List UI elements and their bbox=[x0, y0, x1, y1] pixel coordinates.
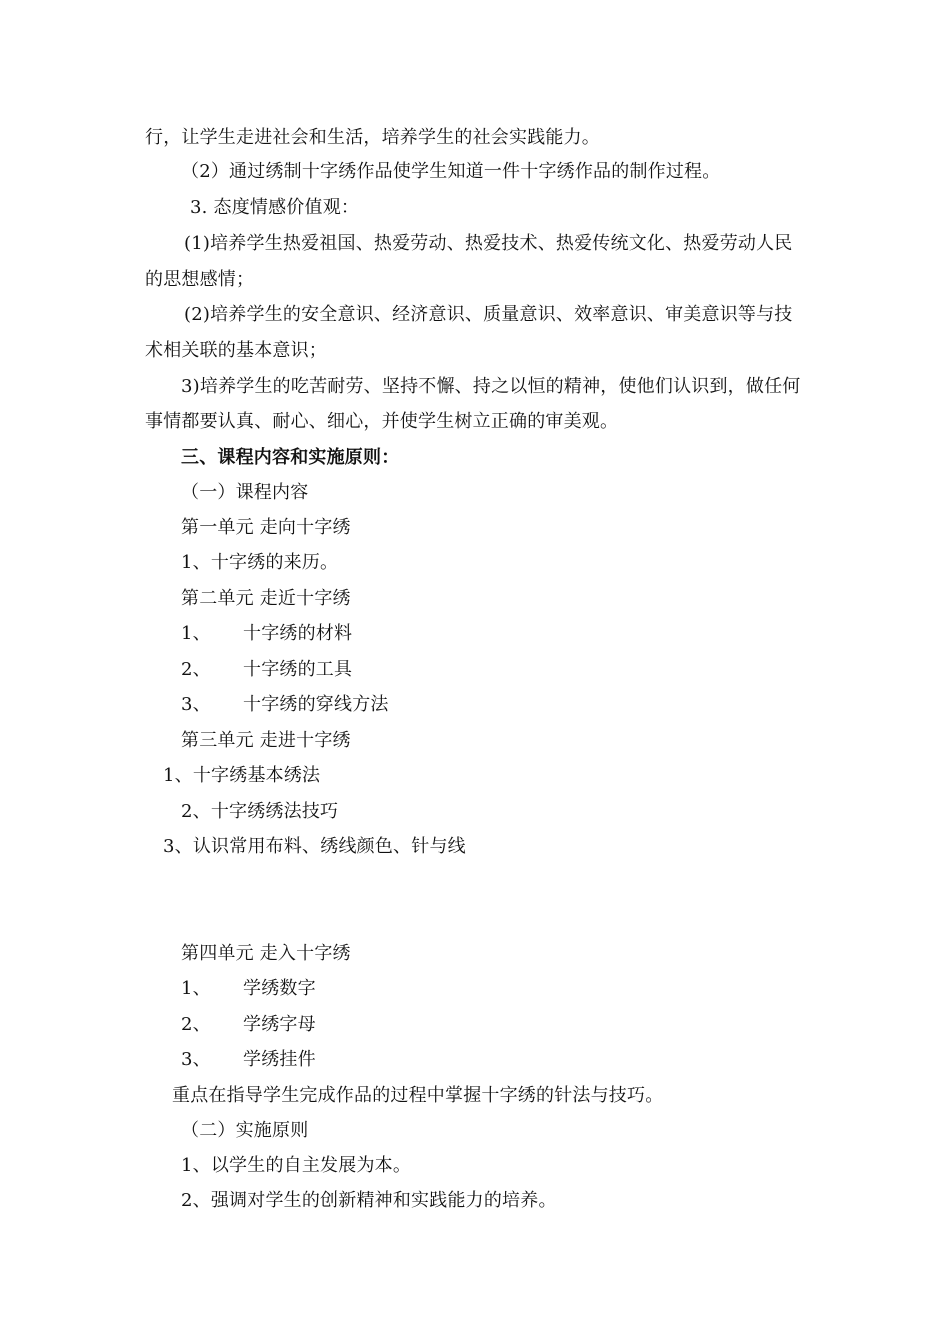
subsection-heading: （二）实施原则 bbox=[181, 1120, 309, 1141]
list-item bbox=[181, 1013, 316, 1037]
list-item bbox=[181, 977, 316, 1001]
paragraph-line: 的思想感情； bbox=[145, 269, 255, 290]
unit-heading: 第二单元 走近十字绣 bbox=[181, 588, 351, 609]
paragraph-line: 术相关联的基本意识； bbox=[145, 340, 327, 361]
list-number: 1、 bbox=[181, 978, 211, 999]
list-item bbox=[181, 1048, 316, 1072]
unit-heading: 第三单元 走进十字绣 bbox=[181, 730, 351, 751]
list-item: 1、十字绣的来历。 bbox=[181, 552, 339, 573]
paragraph-line: 事情都要认真、耐心、细心，并使学生树立正确的审美观。 bbox=[145, 411, 619, 432]
list-text: 十字绣的穿线方法 bbox=[243, 694, 389, 715]
list-number: 3、 bbox=[181, 1049, 211, 1070]
objective-item: (2)培养学生的安全意识、经济意识、质量意识、效率意识、审美意识等与技 bbox=[184, 304, 793, 325]
paragraph-line: 重点在指导学生完成作品的过程中掌握十字绣的针法与技巧。 bbox=[172, 1085, 664, 1106]
list-text: 学绣字母 bbox=[243, 1014, 316, 1035]
objective-item: （2）通过绣制十字绣作品使学生知道一件十字绣作品的制作过程。 bbox=[181, 161, 721, 182]
list-text: 学绣挂件 bbox=[243, 1049, 316, 1070]
list-item bbox=[181, 658, 352, 682]
objective-item: 3)培养学生的吃苦耐劳、坚持不懈、持之以恒的精神，使他们认识到，做任何 bbox=[181, 376, 801, 397]
paragraph-line: 行，让学生走进社会和生活，培养学生的社会实践能力。 bbox=[145, 127, 600, 148]
list-item: 2、十字绣绣法技巧 bbox=[181, 801, 339, 822]
list-number: 3、 bbox=[181, 694, 211, 715]
list-item: 2、强调对学生的创新精神和实践能力的培养。 bbox=[181, 1190, 557, 1211]
list-text: 十字绣的工具 bbox=[243, 659, 353, 680]
list-item bbox=[181, 622, 352, 646]
unit-heading: 第一单元 走向十字绣 bbox=[181, 517, 351, 538]
list-item bbox=[181, 693, 389, 717]
list-number: 1、 bbox=[181, 623, 211, 644]
list-number: 2、 bbox=[181, 659, 211, 680]
list-text: 十字绣的材料 bbox=[243, 623, 353, 644]
unit-heading: 第四单元 走入十字绣 bbox=[181, 943, 351, 964]
list-text: 学绣数字 bbox=[243, 978, 316, 999]
list-item: 1、以学生的自主发展为本。 bbox=[181, 1155, 412, 1176]
subsection-heading: （一）课程内容 bbox=[181, 482, 309, 503]
list-number: 2、 bbox=[181, 1014, 211, 1035]
section-heading: 三、课程内容和实施原则： bbox=[181, 447, 400, 468]
list-item: 3、认识常用布料、绣线颜色、针与线 bbox=[163, 836, 466, 857]
section-subheading: 3. 态度情感价值观： bbox=[190, 197, 360, 218]
list-item: 1、十字绣基本绣法 bbox=[163, 765, 321, 786]
objective-item: (1)培养学生热爱祖国、热爱劳动、热爱技术、热爱传统文化、热爱劳动人民 bbox=[184, 233, 793, 254]
